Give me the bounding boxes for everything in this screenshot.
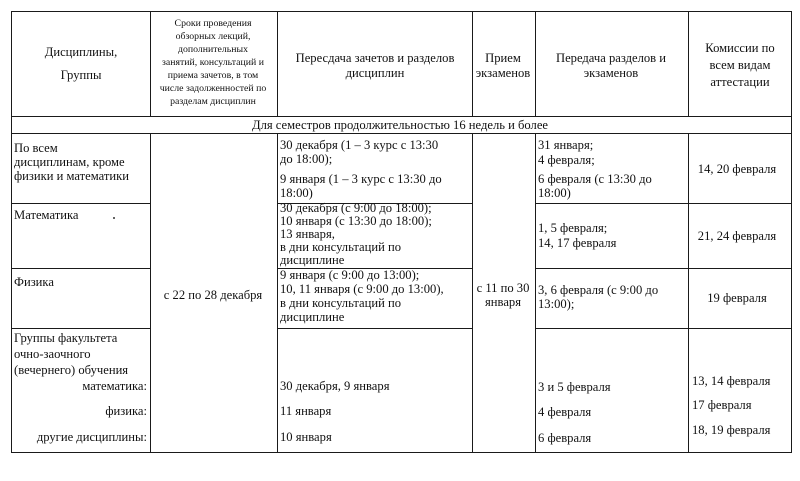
- discipline-sublabel: физика:: [105, 404, 147, 418]
- discipline-cell-line: Математика: [14, 208, 79, 222]
- header-review-lectures: обзорных лекций,: [175, 31, 251, 42]
- table-outer-edge: [11, 11, 12, 453]
- header-review-lectures: Сроки проведения: [174, 18, 252, 29]
- table-horizontal-rule: [11, 116, 792, 117]
- header-exams: экзаменов: [475, 66, 531, 80]
- table-outer-edge: [791, 11, 792, 453]
- table-horizontal-rule: [11, 452, 792, 453]
- retake-credits-line: 13 января,: [280, 227, 335, 241]
- retake-credits-line: 10, 11 января (с 9:00 до 13:00),: [280, 282, 444, 296]
- retake-exams-line: 13:00);: [538, 297, 575, 311]
- column-divider: [150, 11, 151, 116]
- column-divider: [277, 11, 278, 116]
- discipline-sublabel: математика:: [82, 379, 147, 393]
- retake-credits-line: 11 января: [280, 404, 332, 418]
- retake-credits-line: до 18:00);: [280, 152, 333, 166]
- commissions-line: 13, 14 февраля: [692, 374, 771, 388]
- retake-credits-line: 30 декабря (1 – 3 курс с 13:30: [280, 138, 439, 152]
- row-divider: [535, 268, 792, 269]
- retake-exams-line: 6 февраля: [538, 431, 592, 445]
- retake-exams-line: 3 и 5 февраля: [538, 380, 611, 394]
- header-review-lectures: числе задолженностей по: [159, 83, 267, 94]
- header-review-lectures: занятий, консультаций и: [162, 57, 264, 68]
- header-commissions: Комиссии по: [705, 41, 775, 55]
- retake-exams-line: 1, 5 февраля;: [538, 221, 608, 235]
- retake-credits-line: в дни консультаций по: [280, 296, 402, 310]
- retake-credits-line: 10 января (с 13:30 до 18:00);: [280, 214, 432, 228]
- retake-credits-line: 30 декабря (с 9:00 до 18:00);: [280, 201, 432, 215]
- review-lectures-dates: с 22 по 28 декабря: [163, 288, 263, 302]
- discipline-cell-line: физики и математики: [14, 169, 129, 183]
- row-divider: [11, 328, 150, 329]
- discipline-cell-line: (вечернего) обучения: [14, 363, 129, 377]
- scan-speck: [113, 217, 115, 219]
- column-divider: [277, 133, 278, 453]
- column-divider: [535, 11, 536, 116]
- header-retake-exams: Передача разделов и: [555, 51, 667, 65]
- header-review-lectures: разделам дисциплин: [170, 96, 256, 107]
- retake-credits-line: 10 января: [280, 430, 332, 444]
- retake-credits-line: 30 декабря, 9 января: [280, 379, 390, 393]
- commissions-line: 17 февраля: [692, 398, 752, 412]
- table-horizontal-rule: [11, 133, 792, 134]
- discipline-cell-line: очно-заочного: [14, 347, 91, 361]
- header-retake-credits: Пересдача зачетов и разделов: [295, 51, 455, 65]
- retake-credits-line: дисциплине: [280, 253, 345, 267]
- retake-exams-line: 31 января;: [538, 138, 594, 152]
- header-exams: Прием: [485, 51, 521, 65]
- column-divider: [472, 11, 473, 116]
- commissions-line: 19 февраля: [707, 291, 767, 305]
- discipline-cell-line: Физика: [14, 275, 54, 289]
- retake-exams-line: 3, 6 февраля (с 9:00 до: [538, 283, 659, 297]
- retake-credits-line: 9 января (с 9:00 до 13:00);: [280, 268, 420, 282]
- header-retake-exams: экзаменов: [583, 66, 639, 80]
- row-divider: [277, 328, 472, 329]
- row-divider: [535, 328, 792, 329]
- row-divider: [11, 268, 150, 269]
- column-divider: [688, 11, 689, 116]
- retake-credits-line: в дни консультаций по: [280, 240, 402, 254]
- discipline-sublabel: другие дисциплины:: [36, 430, 147, 444]
- header-commissions: аттестации: [710, 75, 770, 89]
- column-divider: [535, 133, 536, 453]
- retake-exams-line: 4 февраля: [538, 405, 592, 419]
- header-review-lectures: дополнительных: [178, 44, 248, 55]
- discipline-cell-line: Группы факультета: [14, 331, 118, 345]
- column-divider: [150, 133, 151, 453]
- retake-credits-line: дисциплине: [280, 310, 345, 324]
- commissions-line: 18, 19 февраля: [692, 423, 771, 437]
- retake-exams-line: 4 февраля;: [538, 153, 595, 167]
- header-commissions: всем видам: [709, 58, 771, 72]
- commissions-line: 21, 24 февраля: [697, 229, 777, 243]
- header-retake-credits: дисциплин: [345, 66, 405, 80]
- retake-credits-line: 9 января (1 – 3 курс с 13:30 до: [280, 172, 442, 186]
- row-divider: [11, 203, 150, 204]
- header-disciplines: Дисциплины,: [44, 45, 118, 59]
- retake-credits-line: 18:00): [280, 186, 313, 200]
- retake-exams-line: 6 февраля (с 13:30 до: [538, 172, 652, 186]
- exam-period: января: [485, 295, 521, 309]
- row-divider: [535, 203, 792, 204]
- discipline-cell-line: По всем: [14, 141, 58, 155]
- discipline-cell-line: дисциплинам, кроме: [14, 155, 125, 169]
- column-divider: [472, 133, 473, 453]
- table-horizontal-rule: [11, 11, 792, 12]
- retake-exams-line: 14, 17 февраля: [538, 236, 617, 250]
- commissions-line: 14, 20 февраля: [697, 162, 777, 176]
- exam-period: с 11 по 30: [476, 281, 530, 295]
- header-disciplines: Группы: [60, 68, 102, 82]
- header-review-lectures: приема зачетов, в том: [167, 70, 259, 81]
- column-divider: [688, 133, 689, 453]
- semester-subheader: Для семестров продолжительностью 16 недель и более: [251, 118, 549, 132]
- retake-exams-line: 18:00): [538, 186, 571, 200]
